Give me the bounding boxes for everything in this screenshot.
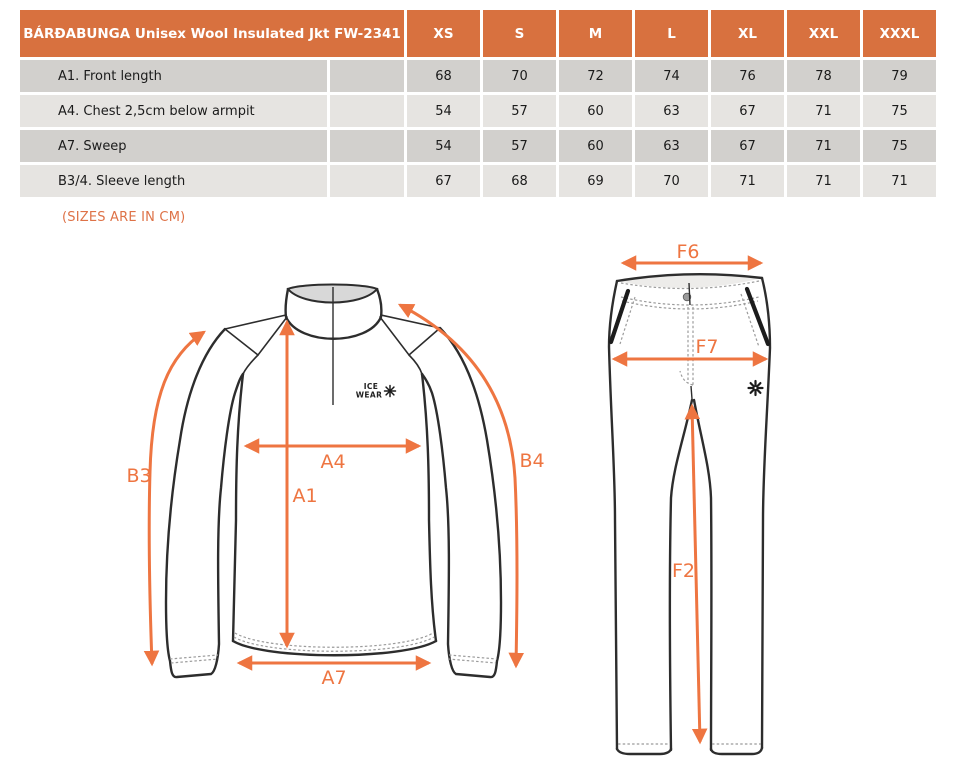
pants-snowflake-icon [749, 381, 763, 395]
value-cell: 67 [407, 165, 480, 197]
logo-snowflake-icon [385, 386, 396, 397]
row-label-cell: A4. Chest 2,5cm below armpit [20, 95, 327, 127]
value-cell: 71 [787, 95, 860, 127]
svg-text:WEAR: WEAR [355, 390, 383, 400]
value-cell: 72 [559, 60, 632, 92]
value-cell: 57 [483, 130, 556, 162]
measurement-label-a1: A1 [292, 485, 318, 507]
pants-diagram [560, 238, 967, 780]
product-title-cell: BÁRÐABUNGA Unisex Wool Insulated Jkt FW-2341 [20, 10, 404, 57]
body-left-side [233, 374, 243, 641]
size-chart-table [20, 10, 939, 197]
size-col-header: XS [407, 10, 480, 57]
row-label-cell: B3/4. Sleeve length [20, 165, 327, 197]
size-col-header: L [635, 10, 708, 57]
value-cell: 60 [559, 130, 632, 162]
spacer-cell [330, 130, 404, 162]
left-sleeve [166, 329, 243, 677]
svg-text:ICE: ICE [363, 382, 379, 391]
value-cell: 67 [711, 95, 784, 127]
jacket-outline [166, 285, 501, 678]
value-cell: 76 [711, 60, 784, 92]
value-cell: 71 [787, 130, 860, 162]
measurement-arrow-b3 [149, 332, 204, 664]
hem [233, 641, 436, 655]
value-cell: 67 [711, 130, 784, 162]
size-col-header: XXXL [863, 10, 936, 57]
value-cell: 54 [407, 130, 480, 162]
value-cell: 71 [711, 165, 784, 197]
value-cell: 79 [863, 60, 936, 92]
row-label-cell: A7. Sweep [20, 130, 327, 162]
jacket-diagram [100, 240, 560, 780]
value-cell: 60 [559, 95, 632, 127]
value-cell: 78 [787, 60, 860, 92]
value-cell: 63 [635, 95, 708, 127]
value-cell: 68 [407, 60, 480, 92]
measurement-label-f6: F6 [676, 241, 700, 263]
value-cell: 71 [863, 165, 936, 197]
pants-outline [609, 274, 770, 754]
measurement-label-b4: B4 [519, 450, 545, 472]
body-right-side [422, 374, 436, 641]
value-cell: 71 [787, 165, 860, 197]
value-cell: 54 [407, 95, 480, 127]
measurement-label-a4: A4 [320, 451, 346, 473]
measurement-label-a7: A7 [321, 667, 347, 689]
row-label-cell: A1. Front length [20, 60, 327, 92]
size-col-header: XXL [787, 10, 860, 57]
icewear-logo [356, 382, 396, 400]
measurement-label-f2: F2 [671, 560, 695, 582]
value-cell: 70 [483, 60, 556, 92]
value-cell: 70 [635, 165, 708, 197]
spacer-cell [330, 60, 404, 92]
value-cell: 57 [483, 95, 556, 127]
spacer-cell [330, 95, 404, 127]
size-col-header: XL [711, 10, 784, 57]
measurement-label-f7: F7 [695, 336, 719, 358]
measurement-arrow-b4 [400, 305, 517, 666]
spacer-cell [330, 165, 404, 197]
pocket-right [741, 289, 768, 347]
size-col-header: S [483, 10, 556, 57]
value-cell: 74 [635, 60, 708, 92]
value-cell: 69 [559, 165, 632, 197]
value-cell: 75 [863, 130, 936, 162]
value-cell: 75 [863, 95, 936, 127]
measurement-label-b3: B3 [126, 465, 152, 487]
sizes-note: (SIZES ARE IN CM) [62, 210, 186, 225]
value-cell: 68 [483, 165, 556, 197]
size-col-header: M [559, 10, 632, 57]
value-cell: 63 [635, 130, 708, 162]
